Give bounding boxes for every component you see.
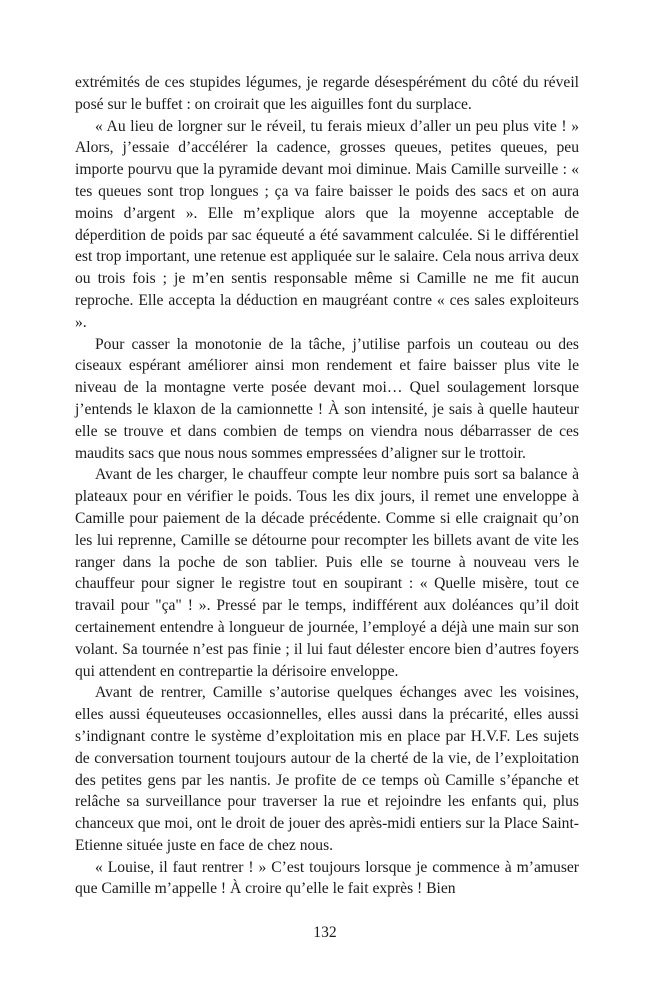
- paragraph-5: Avant de rentrer, Camille s’autorise quelques échanges avec les voisines, elles aussi équeuteuses occasionnelles, elles aussi dans la précarité, elles aussi s’indignant contre le système d’exploitation mis en place par H.V.F. Les sujets de conversation tournent toujours autour de la cherté de la vie, de l’exploitation des petites gens par les nantis. Je profite de ce temps où Camille s’épanche et relâche sa surveillance pour traverser la rue et rejoindre les enfants qui, plus chanceux que moi, ont le droit de jouer des après-midi entiers sur la Place Saint-Etienne située juste en face de chez nous.: [75, 684, 579, 854]
- paragraph-2: « Au lieu de lorgner sur le réveil, tu ferais mieux d’aller un peu plus vite ! » Alors, j’essaie d’accélérer la cadence, grosses queues, petites queues, peu importe pourvu que la pyramide devant moi diminue. Mais Camille surveille : « tes queues sont trop longues ; ça va faire baisser le poids des sacs et on aura moins d’argent ». Elle m’explique alors que la moyenne acceptable de déperdition de poids par sac équeuté a été savamment calculée. Si le différentiel est trop important, une retenue est appliquée sur le salaire. Cela nous arriva deux ou trois fois ; je m’en sentis responsable même si Camille ne me fit aucun reproche. Elle accepta la déduction en maugréant contre « ces sales exploiteurs ».: [75, 117, 579, 331]
- paragraph-3: Pour casser la monotonie de la tâche, j’utilise parfois un couteau ou des ciseaux espérant améliorer ainsi mon rendement et faire baisser plus vite le niveau de la montagne verte posée devant moi… Quel soulagement lorsque j’entends le klaxon de la camionnette ! À son intensité, je sais à quelle hauteur elle se trouve et dans combien de temps on viendra nous débarrasser de ces maudits sacs que nous nous sommes empressées d’aligner sur le trottoir.: [75, 335, 579, 462]
- paragraph-6: « Louise, il faut rentrer ! » C’est toujours lorsque je commence à m’amuser que Camille m’appelle ! À croire qu’elle le fait exprès ! Bien: [75, 858, 579, 898]
- page-body: [75, 72, 579, 900]
- page-number: 132: [313, 924, 337, 941]
- paragraph-1: extrémités de ces stupides légumes, je regarde désespérément du côté du réveil posé sur le buffet : on croirait que les aiguilles font du surplace.: [75, 74, 579, 113]
- paragraph-4: Avant de les charger, le chauffeur compte leur nombre puis sort sa balance à plateaux pour en vérifier le poids. Tous les dix jours, il remet une enveloppe à Camille pour paiement de la décade précédente. Comme si elle craignait qu’on les lui reprenne, Camille se détourne pour recompter les billets avant de vite les ranger dans la poche de son tablier. Puis elle se tourne à nouveau vers le chauffeur pour signer le registre tout en soupirant : « Quelle misère, tout ce travail pour "ça" ! ». Pressé par le temps, indifférent aux doléances qu’il doit certainement entendre à longueur de journée, l’employé a déjà une main sur son volant. Sa tournée n’est pas finie ; il lui faut délester encore bien d’autres foyers qui attendent en contrepartie la dérisoire enveloppe.: [75, 466, 579, 680]
